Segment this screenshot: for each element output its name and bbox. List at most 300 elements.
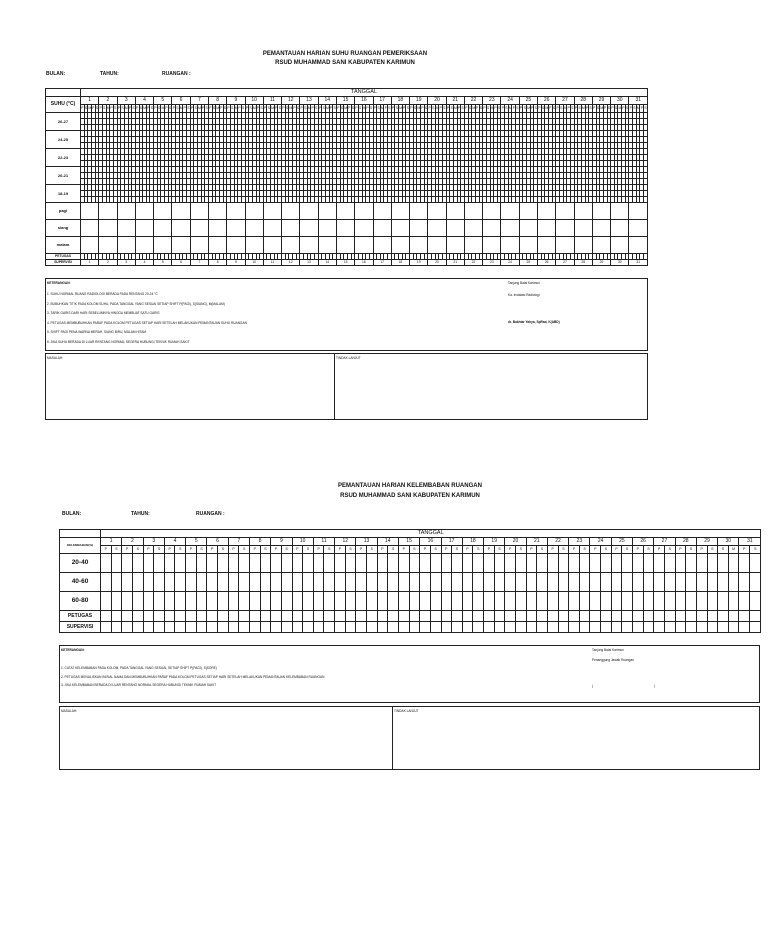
- humidity-cell[interactable]: [345, 592, 356, 611]
- petugas-cell[interactable]: [186, 611, 197, 622]
- supervisi-cell[interactable]: [505, 622, 516, 633]
- time-cell[interactable]: [117, 237, 135, 254]
- humidity-cell[interactable]: [430, 554, 441, 573]
- humidity-cell[interactable]: [377, 592, 388, 611]
- time-cell[interactable]: [300, 220, 318, 237]
- time-cell[interactable]: [592, 237, 610, 254]
- supervisi-cell[interactable]: [324, 622, 335, 633]
- supervisi-cell[interactable]: [728, 622, 739, 633]
- humidity-cell[interactable]: [132, 573, 143, 592]
- time-cell[interactable]: [355, 237, 373, 254]
- supervisi-day[interactable]: 4: [135, 260, 153, 266]
- supervisi-day[interactable]: 24: [501, 260, 519, 266]
- humidity-cell[interactable]: [281, 573, 292, 592]
- time-cell[interactable]: [538, 237, 556, 254]
- supervisi-cell[interactable]: [122, 622, 133, 633]
- humidity-cell[interactable]: [101, 573, 112, 592]
- humidity-cell[interactable]: [313, 554, 324, 573]
- humidity-cell[interactable]: [611, 573, 622, 592]
- humidity-cell[interactable]: [686, 592, 697, 611]
- humidity-cell[interactable]: [707, 554, 718, 573]
- supervisi-cell[interactable]: [643, 622, 654, 633]
- humidity-cell[interactable]: [686, 573, 697, 592]
- supervisi-cell[interactable]: [547, 622, 558, 633]
- supervisi-day[interactable]: 19: [410, 260, 428, 266]
- humidity-cell[interactable]: [515, 573, 526, 592]
- humidity-cell[interactable]: [452, 573, 463, 592]
- supervisi-day[interactable]: 7: [190, 260, 208, 266]
- humidity-cell[interactable]: [654, 573, 665, 592]
- humidity-cell[interactable]: [728, 592, 739, 611]
- humidity-cell[interactable]: [260, 573, 271, 592]
- supervisi-day[interactable]: 17: [373, 260, 391, 266]
- time-cell[interactable]: [391, 203, 409, 220]
- humidity-cell[interactable]: [547, 592, 558, 611]
- humidity-cell[interactable]: [537, 573, 548, 592]
- supervisi-cell[interactable]: [611, 622, 622, 633]
- humidity-cell[interactable]: [132, 554, 143, 573]
- supervisi-cell[interactable]: [441, 622, 452, 633]
- supervisi-cell[interactable]: [696, 622, 707, 633]
- time-cell[interactable]: [391, 237, 409, 254]
- humidity-cell[interactable]: [132, 592, 143, 611]
- humidity-cell[interactable]: [388, 592, 399, 611]
- humidity-cell[interactable]: [505, 592, 516, 611]
- time-cell[interactable]: [410, 220, 428, 237]
- petugas-cell[interactable]: [228, 611, 239, 622]
- petugas-cell[interactable]: [281, 611, 292, 622]
- humidity-cell[interactable]: [633, 573, 644, 592]
- time-cell[interactable]: [190, 237, 208, 254]
- supervisi-day[interactable]: 30: [611, 260, 629, 266]
- time-cell[interactable]: [282, 203, 300, 220]
- petugas-cell[interactable]: [409, 611, 420, 622]
- humidity-cell[interactable]: [654, 592, 665, 611]
- time-cell[interactable]: [556, 237, 574, 254]
- time-cell[interactable]: [446, 203, 464, 220]
- supervisi-cell[interactable]: [313, 622, 324, 633]
- supervisi-day[interactable]: 5: [154, 260, 172, 266]
- supervisi-day[interactable]: 8: [208, 260, 226, 266]
- petugas-cell[interactable]: [111, 611, 122, 622]
- humidity-cell[interactable]: [239, 573, 250, 592]
- petugas-cell[interactable]: [207, 611, 218, 622]
- petugas-cell[interactable]: [718, 611, 729, 622]
- humidity-cell[interactable]: [569, 592, 580, 611]
- supervisi-cell[interactable]: [452, 622, 463, 633]
- time-cell[interactable]: [501, 237, 519, 254]
- petugas-cell[interactable]: [324, 611, 335, 622]
- humidity-cell[interactable]: [728, 554, 739, 573]
- supervisi-cell[interactable]: [462, 622, 473, 633]
- humidity-cell[interactable]: [579, 573, 590, 592]
- time-cell[interactable]: [172, 220, 190, 237]
- humidity-cell[interactable]: [271, 592, 282, 611]
- supervisi-day[interactable]: 11: [263, 260, 281, 266]
- time-cell[interactable]: [464, 203, 482, 220]
- time-cell[interactable]: [538, 220, 556, 237]
- time-cell[interactable]: [282, 220, 300, 237]
- humidity-cell[interactable]: [122, 592, 133, 611]
- humidity-cell[interactable]: [622, 592, 633, 611]
- humidity-cell[interactable]: [664, 554, 675, 573]
- humidity-cell[interactable]: [430, 592, 441, 611]
- humidity-cell[interactable]: [260, 592, 271, 611]
- humidity-cell[interactable]: [441, 554, 452, 573]
- humidity-cell[interactable]: [505, 554, 516, 573]
- humidity-cell[interactable]: [526, 592, 537, 611]
- humidity-cell[interactable]: [579, 554, 590, 573]
- humidity-cell[interactable]: [111, 573, 122, 592]
- humidity-cell[interactable]: [409, 554, 420, 573]
- time-cell[interactable]: [519, 203, 537, 220]
- humidity-cell[interactable]: [186, 592, 197, 611]
- supervisi-day[interactable]: 28: [574, 260, 592, 266]
- time-cell[interactable]: [227, 220, 245, 237]
- humidity-cell[interactable]: [164, 554, 175, 573]
- humidity-cell[interactable]: [558, 554, 569, 573]
- supervisi-cell[interactable]: [569, 622, 580, 633]
- supervisi-cell[interactable]: [345, 622, 356, 633]
- time-cell[interactable]: [574, 203, 592, 220]
- time-cell[interactable]: [99, 237, 117, 254]
- humidity-cell[interactable]: [143, 573, 154, 592]
- supervisi-cell[interactable]: [420, 622, 431, 633]
- humidity-cell[interactable]: [154, 573, 165, 592]
- petugas-cell[interactable]: [260, 611, 271, 622]
- petugas-cell[interactable]: [430, 611, 441, 622]
- humidity-cell[interactable]: [196, 573, 207, 592]
- humidity-cell[interactable]: [143, 554, 154, 573]
- petugas-cell[interactable]: [664, 611, 675, 622]
- petugas-cell[interactable]: [633, 611, 644, 622]
- time-cell[interactable]: [208, 220, 226, 237]
- supervisi-cell[interactable]: [164, 622, 175, 633]
- humidity-cell[interactable]: [622, 554, 633, 573]
- supervisi-day[interactable]: 18: [391, 260, 409, 266]
- time-cell[interactable]: [483, 237, 501, 254]
- petugas-cell[interactable]: [707, 611, 718, 622]
- humidity-cell[interactable]: [505, 573, 516, 592]
- humidity-cell[interactable]: [292, 592, 303, 611]
- time-cell[interactable]: [355, 220, 373, 237]
- humidity-cell[interactable]: [313, 592, 324, 611]
- humidity-cell[interactable]: [398, 573, 409, 592]
- humidity-cell[interactable]: [356, 592, 367, 611]
- petugas-cell[interactable]: [696, 611, 707, 622]
- petugas-cell[interactable]: [462, 611, 473, 622]
- petugas-cell[interactable]: [345, 611, 356, 622]
- supervisi-cell[interactable]: [101, 622, 112, 633]
- supervisi-cell[interactable]: [675, 622, 686, 633]
- petugas-cell[interactable]: [515, 611, 526, 622]
- time-cell[interactable]: [81, 203, 99, 220]
- humidity-cell[interactable]: [707, 592, 718, 611]
- supervisi-cell[interactable]: [654, 622, 665, 633]
- supervisi-cell[interactable]: [281, 622, 292, 633]
- humidity-cell[interactable]: [569, 573, 580, 592]
- humidity-cell[interactable]: [473, 592, 484, 611]
- humidity-cell[interactable]: [473, 554, 484, 573]
- supervisi-cell[interactable]: [271, 622, 282, 633]
- humidity-cell[interactable]: [345, 554, 356, 573]
- humidity-cell[interactable]: [696, 592, 707, 611]
- supervisi-cell[interactable]: [335, 622, 346, 633]
- time-cell[interactable]: [446, 237, 464, 254]
- time-cell[interactable]: [574, 220, 592, 237]
- time-cell[interactable]: [428, 203, 446, 220]
- humidity-cell[interactable]: [696, 573, 707, 592]
- humidity-cell[interactable]: [122, 554, 133, 573]
- humidity-cell[interactable]: [484, 592, 495, 611]
- time-cell[interactable]: [318, 237, 336, 254]
- petugas-cell[interactable]: [335, 611, 346, 622]
- humidity-cell[interactable]: [239, 554, 250, 573]
- supervisi-cell[interactable]: [739, 622, 750, 633]
- humidity-cell[interactable]: [207, 592, 218, 611]
- humidity-cell[interactable]: [398, 554, 409, 573]
- time-cell[interactable]: [263, 220, 281, 237]
- time-cell[interactable]: [208, 203, 226, 220]
- supervisi-cell[interactable]: [175, 622, 186, 633]
- humidity-cell[interactable]: [356, 554, 367, 573]
- supervisi-cell[interactable]: [601, 622, 612, 633]
- humidity-cell[interactable]: [537, 554, 548, 573]
- time-cell[interactable]: [611, 220, 629, 237]
- petugas-cell[interactable]: [175, 611, 186, 622]
- petugas-cell[interactable]: [569, 611, 580, 622]
- time-cell[interactable]: [117, 220, 135, 237]
- humidity-cell[interactable]: [228, 592, 239, 611]
- humidity-cell[interactable]: [367, 592, 378, 611]
- supervisi-day[interactable]: 16: [355, 260, 373, 266]
- petugas-cell[interactable]: [484, 611, 495, 622]
- supervisi-day[interactable]: 13: [300, 260, 318, 266]
- humidity-cell[interactable]: [462, 554, 473, 573]
- petugas-cell[interactable]: [356, 611, 367, 622]
- humidity-cell[interactable]: [473, 573, 484, 592]
- humidity-cell[interactable]: [303, 573, 314, 592]
- humidity-cell[interactable]: [739, 573, 750, 592]
- humidity-cell[interactable]: [196, 592, 207, 611]
- supervisi-cell[interactable]: [484, 622, 495, 633]
- petugas-cell[interactable]: [622, 611, 633, 622]
- humidity-cell[interactable]: [281, 554, 292, 573]
- humidity-cell[interactable]: [750, 554, 761, 573]
- petugas-cell[interactable]: [239, 611, 250, 622]
- humidity-cell[interactable]: [292, 554, 303, 573]
- humidity-cell[interactable]: [739, 592, 750, 611]
- humidity-cell[interactable]: [388, 554, 399, 573]
- humidity-cell[interactable]: [664, 592, 675, 611]
- humidity-cell[interactable]: [186, 554, 197, 573]
- supervisi-cell[interactable]: [707, 622, 718, 633]
- humidity-cell[interactable]: [186, 573, 197, 592]
- petugas-cell[interactable]: [526, 611, 537, 622]
- petugas-cell[interactable]: [271, 611, 282, 622]
- humidity-cell[interactable]: [494, 592, 505, 611]
- petugas-cell[interactable]: [654, 611, 665, 622]
- time-cell[interactable]: [227, 203, 245, 220]
- humidity-cell[interactable]: [484, 573, 495, 592]
- humidity-cell[interactable]: [537, 592, 548, 611]
- form2-tindak-lanjut-box[interactable]: [392, 706, 760, 770]
- supervisi-cell[interactable]: [207, 622, 218, 633]
- humidity-cell[interactable]: [430, 573, 441, 592]
- humidity-cell[interactable]: [441, 592, 452, 611]
- supervisi-cell[interactable]: [239, 622, 250, 633]
- humidity-cell[interactable]: [292, 573, 303, 592]
- petugas-cell[interactable]: [196, 611, 207, 622]
- time-cell[interactable]: [318, 203, 336, 220]
- petugas-cell[interactable]: [132, 611, 143, 622]
- petugas-cell[interactable]: [377, 611, 388, 622]
- petugas-cell[interactable]: [750, 611, 761, 622]
- supervisi-cell[interactable]: [750, 622, 761, 633]
- humidity-cell[interactable]: [633, 592, 644, 611]
- time-cell[interactable]: [154, 203, 172, 220]
- humidity-cell[interactable]: [175, 554, 186, 573]
- time-cell[interactable]: [263, 203, 281, 220]
- supervisi-cell[interactable]: [292, 622, 303, 633]
- humidity-cell[interactable]: [739, 554, 750, 573]
- time-cell[interactable]: [135, 237, 153, 254]
- time-cell[interactable]: [483, 203, 501, 220]
- supervisi-day[interactable]: 15: [336, 260, 354, 266]
- humidity-cell[interactable]: [526, 554, 537, 573]
- humidity-cell[interactable]: [718, 573, 729, 592]
- petugas-cell[interactable]: [686, 611, 697, 622]
- humidity-cell[interactable]: [526, 573, 537, 592]
- supervisi-cell[interactable]: [633, 622, 644, 633]
- supervisi-cell[interactable]: [367, 622, 378, 633]
- time-cell[interactable]: [117, 203, 135, 220]
- time-cell[interactable]: [154, 220, 172, 237]
- humidity-cell[interactable]: [579, 592, 590, 611]
- humidity-cell[interactable]: [750, 573, 761, 592]
- time-cell[interactable]: [99, 203, 117, 220]
- petugas-cell[interactable]: [739, 611, 750, 622]
- supervisi-day[interactable]: 2: [99, 260, 117, 266]
- humidity-cell[interactable]: [260, 554, 271, 573]
- petugas-cell[interactable]: [547, 611, 558, 622]
- time-cell[interactable]: [629, 237, 648, 254]
- time-cell[interactable]: [245, 237, 263, 254]
- humidity-cell[interactable]: [409, 592, 420, 611]
- petugas-cell[interactable]: [611, 611, 622, 622]
- supervisi-cell[interactable]: [186, 622, 197, 633]
- supervisi-cell[interactable]: [249, 622, 260, 633]
- petugas-cell[interactable]: [537, 611, 548, 622]
- humidity-cell[interactable]: [228, 554, 239, 573]
- humidity-cell[interactable]: [335, 592, 346, 611]
- petugas-cell[interactable]: [441, 611, 452, 622]
- humidity-cell[interactable]: [484, 554, 495, 573]
- humidity-cell[interactable]: [686, 554, 697, 573]
- humidity-cell[interactable]: [207, 554, 218, 573]
- humidity-cell[interactable]: [462, 573, 473, 592]
- time-cell[interactable]: [464, 220, 482, 237]
- time-cell[interactable]: [135, 203, 153, 220]
- humidity-cell[interactable]: [164, 573, 175, 592]
- time-cell[interactable]: [428, 220, 446, 237]
- humidity-cell[interactable]: [452, 554, 463, 573]
- supervisi-day[interactable]: 31: [629, 260, 648, 266]
- petugas-cell[interactable]: [303, 611, 314, 622]
- humidity-cell[interactable]: [696, 554, 707, 573]
- time-cell[interactable]: [245, 220, 263, 237]
- humidity-cell[interactable]: [494, 573, 505, 592]
- humidity-cell[interactable]: [313, 573, 324, 592]
- humidity-cell[interactable]: [398, 592, 409, 611]
- humidity-cell[interactable]: [345, 573, 356, 592]
- petugas-cell[interactable]: [164, 611, 175, 622]
- humidity-cell[interactable]: [367, 554, 378, 573]
- supervisi-cell[interactable]: [515, 622, 526, 633]
- humidity-cell[interactable]: [281, 592, 292, 611]
- humidity-cell[interactable]: [462, 592, 473, 611]
- supervisi-cell[interactable]: [154, 622, 165, 633]
- time-cell[interactable]: [483, 220, 501, 237]
- supervisi-day[interactable]: 25: [519, 260, 537, 266]
- humidity-cell[interactable]: [154, 592, 165, 611]
- supervisi-cell[interactable]: [111, 622, 122, 633]
- humidity-cell[interactable]: [654, 554, 665, 573]
- time-cell[interactable]: [190, 220, 208, 237]
- humidity-cell[interactable]: [335, 554, 346, 573]
- supervisi-day[interactable]: 21: [446, 260, 464, 266]
- humidity-cell[interactable]: [558, 592, 569, 611]
- supervisi-cell[interactable]: [579, 622, 590, 633]
- time-cell[interactable]: [464, 237, 482, 254]
- time-cell[interactable]: [519, 220, 537, 237]
- humidity-cell[interactable]: [335, 573, 346, 592]
- supervisi-day[interactable]: 12: [282, 260, 300, 266]
- humidity-cell[interactable]: [218, 573, 229, 592]
- supervisi-cell[interactable]: [143, 622, 154, 633]
- humidity-cell[interactable]: [420, 554, 431, 573]
- time-cell[interactable]: [300, 237, 318, 254]
- humidity-cell[interactable]: [356, 573, 367, 592]
- time-cell[interactable]: [227, 237, 245, 254]
- humidity-cell[interactable]: [101, 592, 112, 611]
- time-cell[interactable]: [410, 237, 428, 254]
- humidity-cell[interactable]: [228, 573, 239, 592]
- humidity-cell[interactable]: [728, 573, 739, 592]
- humidity-cell[interactable]: [675, 554, 686, 573]
- humidity-cell[interactable]: [611, 592, 622, 611]
- supervisi-cell[interactable]: [409, 622, 420, 633]
- humidity-cell[interactable]: [590, 592, 601, 611]
- supervisi-cell[interactable]: [218, 622, 229, 633]
- humidity-cell[interactable]: [143, 592, 154, 611]
- time-cell[interactable]: [336, 220, 354, 237]
- time-cell[interactable]: [318, 220, 336, 237]
- humidity-cell[interactable]: [377, 554, 388, 573]
- petugas-cell[interactable]: [643, 611, 654, 622]
- time-cell[interactable]: [99, 220, 117, 237]
- humidity-cell[interactable]: [547, 554, 558, 573]
- humidity-cell[interactable]: [633, 554, 644, 573]
- time-cell[interactable]: [172, 237, 190, 254]
- humidity-cell[interactable]: [452, 592, 463, 611]
- time-cell[interactable]: [263, 237, 281, 254]
- humidity-cell[interactable]: [643, 554, 654, 573]
- humidity-cell[interactable]: [494, 554, 505, 573]
- petugas-cell[interactable]: [313, 611, 324, 622]
- humidity-cell[interactable]: [164, 592, 175, 611]
- supervisi-cell[interactable]: [398, 622, 409, 633]
